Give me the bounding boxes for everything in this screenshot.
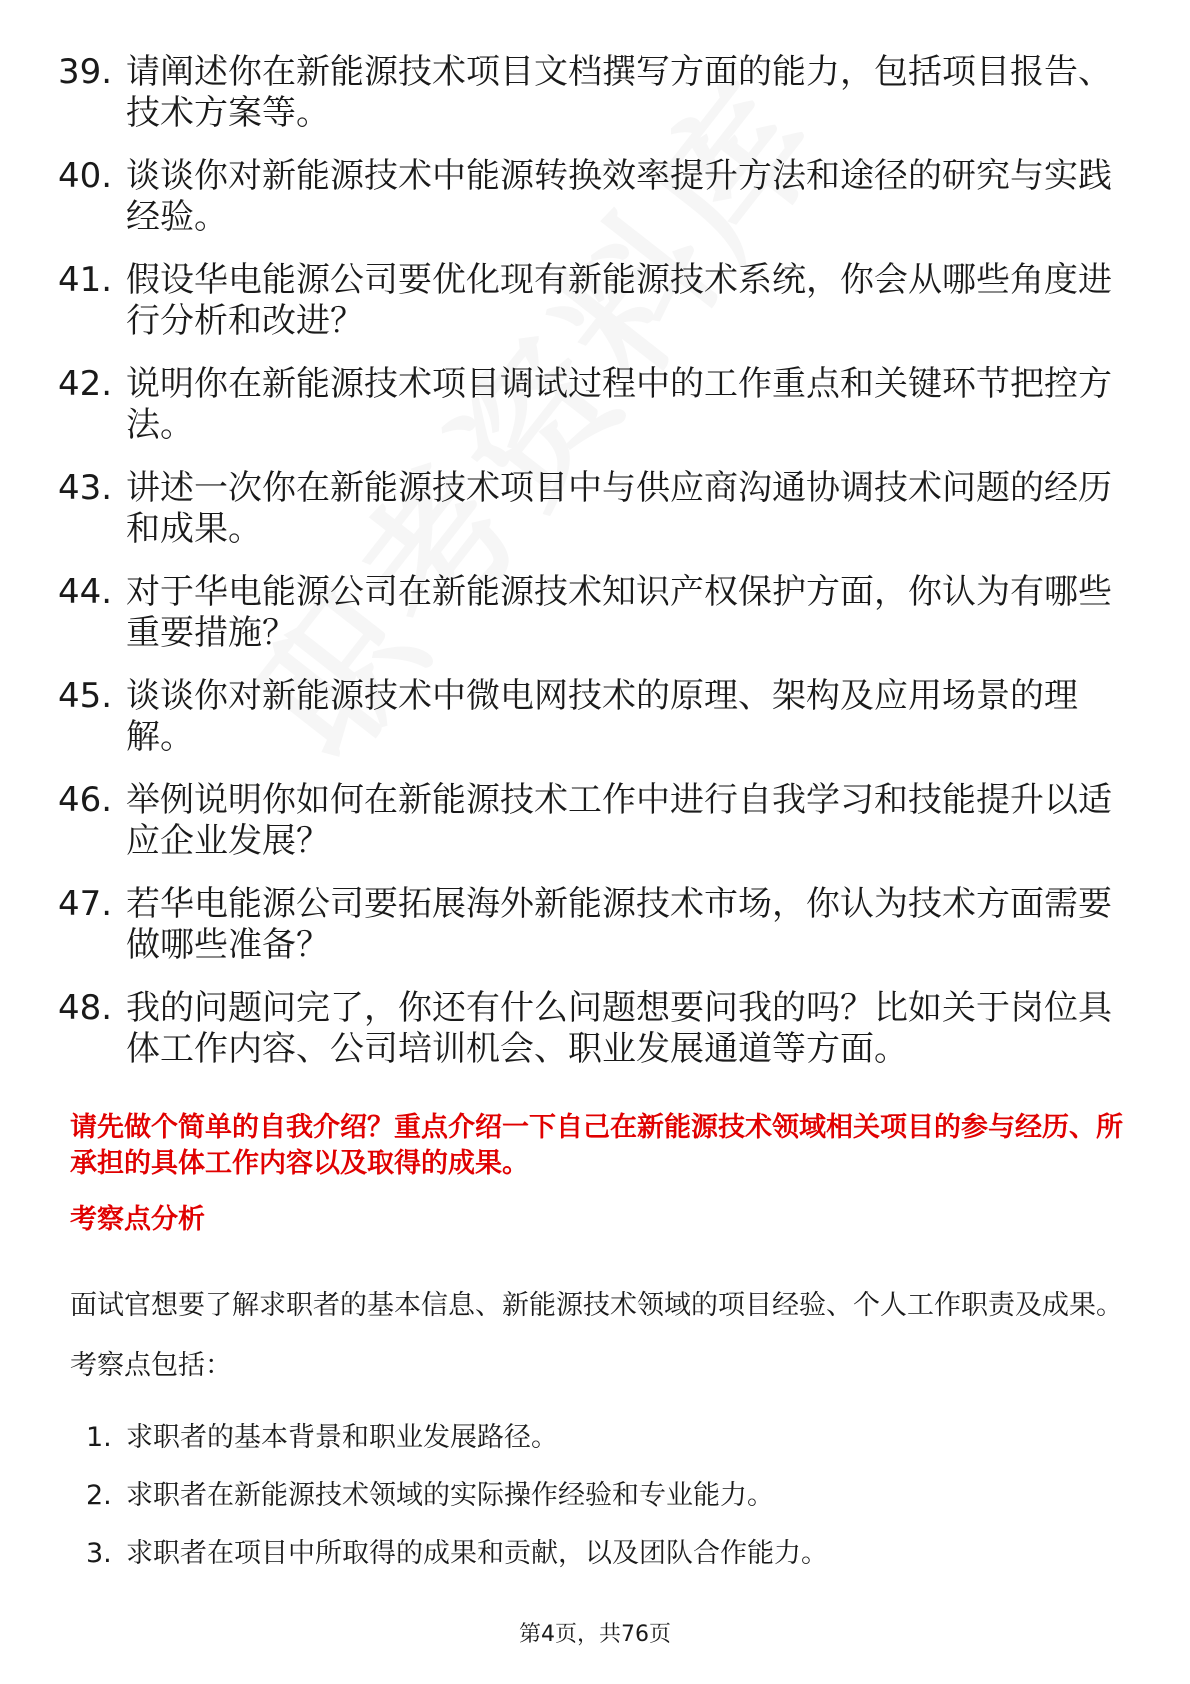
question-item: [58, 364, 1118, 446]
analysis-points: [86, 1420, 1126, 1594]
question-list: [58, 52, 1118, 1092]
question-item: [58, 260, 1118, 342]
question-item: [58, 676, 1118, 758]
list-item-number: 3.: [86, 1538, 112, 1569]
analysis-paragraph: 面试官想要了解求职者的基本信息、新能源技术领域的项目经验、个人工作职责及成果。考察点包括：: [70, 1290, 1123, 1381]
question-number: 45.: [58, 676, 113, 716]
list-item: [86, 1536, 1126, 1572]
list-item-number: 1.: [86, 1422, 112, 1453]
question-item: [58, 572, 1118, 654]
question-number: 43.: [58, 468, 113, 508]
question-number: 47.: [58, 884, 113, 924]
question-text: 假设华电能源公司要优化现有新能源技术系统，你会从哪些角度进行分析和改进？: [126, 260, 1112, 341]
question-text: 谈谈你对新能源技术中能源转换效率提升方法和途径的研究与实践经验。: [126, 156, 1112, 237]
list-item-number: 2.: [86, 1480, 112, 1511]
question-item: [58, 52, 1118, 134]
list-item-text: 求职者在项目中所取得的成果和贡献，以及团队合作能力。: [126, 1538, 828, 1569]
question-text: 举例说明你如何在新能源技术工作中进行自我学习和技能提升以适应企业发展？: [126, 780, 1112, 861]
question-text: 请阐述你在新能源技术项目文档撰写方面的能力，包括项目报告、技术方案等。: [126, 52, 1112, 133]
question-text: 讲述一次你在新能源技术项目中与供应商沟通协调技术问题的经历和成果。: [126, 468, 1112, 549]
question-number: 40.: [58, 156, 113, 196]
question-item: [58, 780, 1118, 862]
question-number: 39.: [58, 52, 113, 92]
question-item: [58, 884, 1118, 966]
list-item: [86, 1478, 1126, 1514]
question-number: 42.: [58, 364, 113, 404]
question-number: 41.: [58, 260, 113, 300]
question-item: [58, 156, 1118, 238]
question-number: 46.: [58, 780, 113, 820]
list-item: [86, 1420, 1126, 1456]
list-item-text: 求职者的基本背景和职业发展路径。: [126, 1422, 558, 1453]
analysis-heading: 考察点分析: [70, 1204, 205, 1235]
list-item-text: 求职者在新能源技术领域的实际操作经验和专业能力。: [126, 1480, 774, 1511]
question-number: 48.: [58, 988, 113, 1028]
question-text: 我的问题问完了，你还有什么问题想要问我的吗？比如关于岗位具体工作内容、公司培训机会、职业发展通道等方面。: [126, 988, 1112, 1069]
question-item: [58, 988, 1118, 1070]
page-footer: 第4页，共76页: [519, 1622, 671, 1647]
question-text: 若华电能源公司要拓展海外新能源技术市场，你认为技术方面需要做哪些准备？: [126, 884, 1112, 965]
self-intro-question: 请先做个简单的自我介绍？重点介绍一下自己在新能源技术领域相关项目的参与经历、所承担的具体工作内容以及取得的成果。: [70, 1112, 1123, 1179]
question-item: [58, 468, 1118, 550]
question-text: 对于华电能源公司在新能源技术知识产权保护方面，你认为有哪些重要措施？: [126, 572, 1112, 653]
question-text: 谈谈你对新能源技术中微电网技术的原理、架构及应用场景的理解。: [126, 676, 1078, 757]
question-number: 44.: [58, 572, 113, 612]
question-text: 说明你在新能源技术项目调试过程中的工作重点和关键环节把控方法。: [126, 364, 1112, 445]
